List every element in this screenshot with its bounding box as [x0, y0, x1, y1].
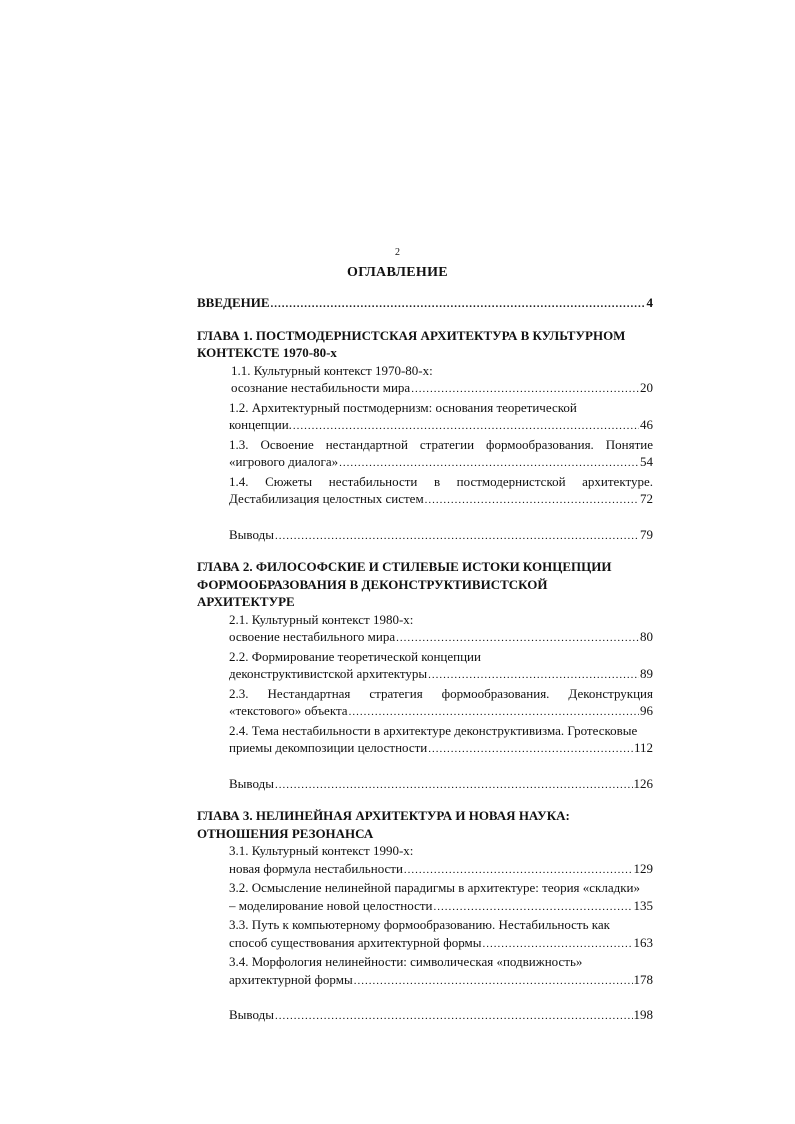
- table-of-contents: [197, 294, 653, 1026]
- toc-page-number: 89: [640, 666, 653, 681]
- toc-section[interactable]: [197, 953, 653, 990]
- chapter-title-line: АРХИТЕКТУРЕ: [197, 594, 295, 609]
- leader-dots: [339, 455, 639, 473]
- section-title-cont: приемы декомпозиции целостности: [229, 740, 428, 755]
- section-title: 1.2. Архитектурный постмодернизм: основания теоретической: [229, 399, 577, 415]
- toc-section[interactable]: [197, 436, 653, 473]
- section-title: 2.2. Формирование теоретической концепции: [229, 648, 481, 664]
- toc-page-number: 79: [640, 526, 653, 542]
- toc-page-number: 46: [640, 417, 653, 432]
- toc-conclusion[interactable]: [197, 1006, 653, 1026]
- leader-dots: [275, 777, 633, 795]
- section-title-cont: осознание нестабильности мира: [231, 380, 411, 395]
- toc-page-number: 96: [640, 703, 653, 718]
- section-title-cont: новая формула нестабильности: [229, 860, 403, 876]
- leader-dots: [349, 704, 639, 722]
- section-title-cont: концепции.: [229, 417, 292, 432]
- section-title: 1.3. Освоение нестандартной стратегии формообразования. Понятие: [229, 436, 653, 452]
- chapter-heading[interactable]: [197, 807, 653, 842]
- leader-dots: [434, 899, 633, 917]
- toc-page-number: 126: [633, 775, 653, 791]
- section-title: 2.4. Тема нестабильности в архитектуре деконструктивизма. Гротесковые: [229, 722, 638, 738]
- leader-dots: [396, 630, 639, 648]
- toc-page-number: 178: [633, 971, 653, 987]
- leader-dots: [275, 528, 639, 546]
- chapter-title-line: ФОРМООБРАЗОВАНИЯ В ДЕКОНСТРУКТИВИСТСКОЙ: [197, 576, 548, 592]
- section-title: 3.4. Морфология нелинейности: символическая «подвижность»: [229, 954, 583, 969]
- toc-section[interactable]: [197, 842, 653, 879]
- chapter-title-line: ОТНОШЕНИЯ РЕЗОНАНСА: [197, 825, 374, 841]
- toc-page-number: 129: [633, 860, 653, 876]
- toc-section[interactable]: [197, 722, 653, 759]
- toc-page-number: 72: [640, 491, 653, 506]
- section-title-cont: «игрового диалога»: [229, 454, 339, 469]
- section-title-cont: Дестабилизация целостных систем: [229, 491, 424, 506]
- leader-dots: [275, 1008, 633, 1026]
- toc-page-number: 80: [640, 629, 653, 644]
- section-title: 2.1. Культурный контекст 1980-х:: [229, 611, 414, 627]
- chapter-title-line: ГЛАВА 2. ФИЛОСОФСКИЕ И СТИЛЕВЫЕ ИСТОКИ КОНЦЕПЦИИ: [197, 559, 612, 574]
- toc-page-number: 163: [633, 934, 653, 950]
- leader-dots: [428, 741, 633, 759]
- toc-entry-intro[interactable]: [197, 294, 653, 314]
- leader-dots: [354, 973, 633, 991]
- section-title-cont: деконструктивистской архитектуры: [229, 666, 428, 681]
- chapter-title-line: ГЛАВА 3. НЕЛИНЕЙНАЯ АРХИТЕКТУРА И НОВАЯ НАУКА:: [197, 808, 570, 823]
- toc-section[interactable]: [197, 611, 653, 648]
- toc-entry-label: Выводы: [229, 526, 274, 542]
- chapter-heading[interactable]: [197, 558, 653, 611]
- toc-section[interactable]: [197, 473, 653, 510]
- section-title-cont: способ существования архитектурной формы: [229, 934, 482, 950]
- section-title: 1.4. Сюжеты нестабильности в постмодернистской архитектуре.: [229, 473, 653, 489]
- section-title: 3.1. Культурный контекст 1990-х:: [229, 843, 414, 858]
- page-number: 2: [395, 247, 400, 258]
- leader-dots: [411, 381, 639, 399]
- toc-page-number: 198: [633, 1007, 653, 1022]
- chapter-heading[interactable]: [197, 327, 653, 362]
- leader-dots: [293, 418, 639, 436]
- toc-section[interactable]: [197, 399, 653, 436]
- toc-entry-label: ВВЕДЕНИЕ: [197, 295, 270, 310]
- toc-section[interactable]: [197, 648, 653, 685]
- toc-conclusion[interactable]: [197, 526, 653, 546]
- toc-section[interactable]: [197, 879, 653, 916]
- toc-page-number: 54: [640, 454, 653, 469]
- section-title: 2.3. Нестандартная стратегия формообразования. Деконструкция: [229, 685, 653, 701]
- leader-dots: [428, 667, 639, 685]
- toc-entry-label: Выводы: [229, 775, 274, 791]
- toc-page-number: 112: [633, 740, 653, 755]
- section-title-cont: – моделирование новой целостности: [229, 897, 433, 913]
- toc-page-number: 20: [640, 380, 653, 395]
- toc-section[interactable]: [197, 362, 653, 399]
- toc-conclusion[interactable]: [197, 775, 653, 795]
- section-title-cont: освоение нестабильного мира: [229, 629, 396, 644]
- toc-section[interactable]: [197, 685, 653, 722]
- toc-page-number: 135: [633, 897, 653, 913]
- leader-dots: [404, 862, 633, 880]
- section-title: 3.2. Осмысление нелинейной парадигмы в архитектуре: теория «складки»: [229, 880, 641, 895]
- page-title: ОГЛАВЛЕНИЕ: [347, 265, 448, 280]
- section-title: 3.3. Путь к компьютерному формообразованию. Нестабильность как: [229, 917, 610, 932]
- section-title-cont: «текстового» объекта: [229, 703, 348, 718]
- leader-dots: [271, 296, 646, 314]
- section-title: 1.1. Культурный контекст 1970-80-х:: [231, 362, 433, 378]
- toc-entry-label: Выводы: [229, 1007, 274, 1022]
- toc-section[interactable]: [197, 916, 653, 953]
- section-title-cont: архитектурной формы: [229, 971, 353, 987]
- chapter-title-line: КОНТЕКСТЕ 1970-80-х: [197, 345, 337, 360]
- leader-dots: [425, 492, 639, 510]
- leader-dots: [482, 936, 632, 954]
- toc-page-number: 4: [646, 295, 653, 310]
- chapter-title-line: ГЛАВА 1. ПОСТМОДЕРНИСТСКАЯ АРХИТЕКТУРА В КУЛЬТУРНОМ: [197, 327, 626, 343]
